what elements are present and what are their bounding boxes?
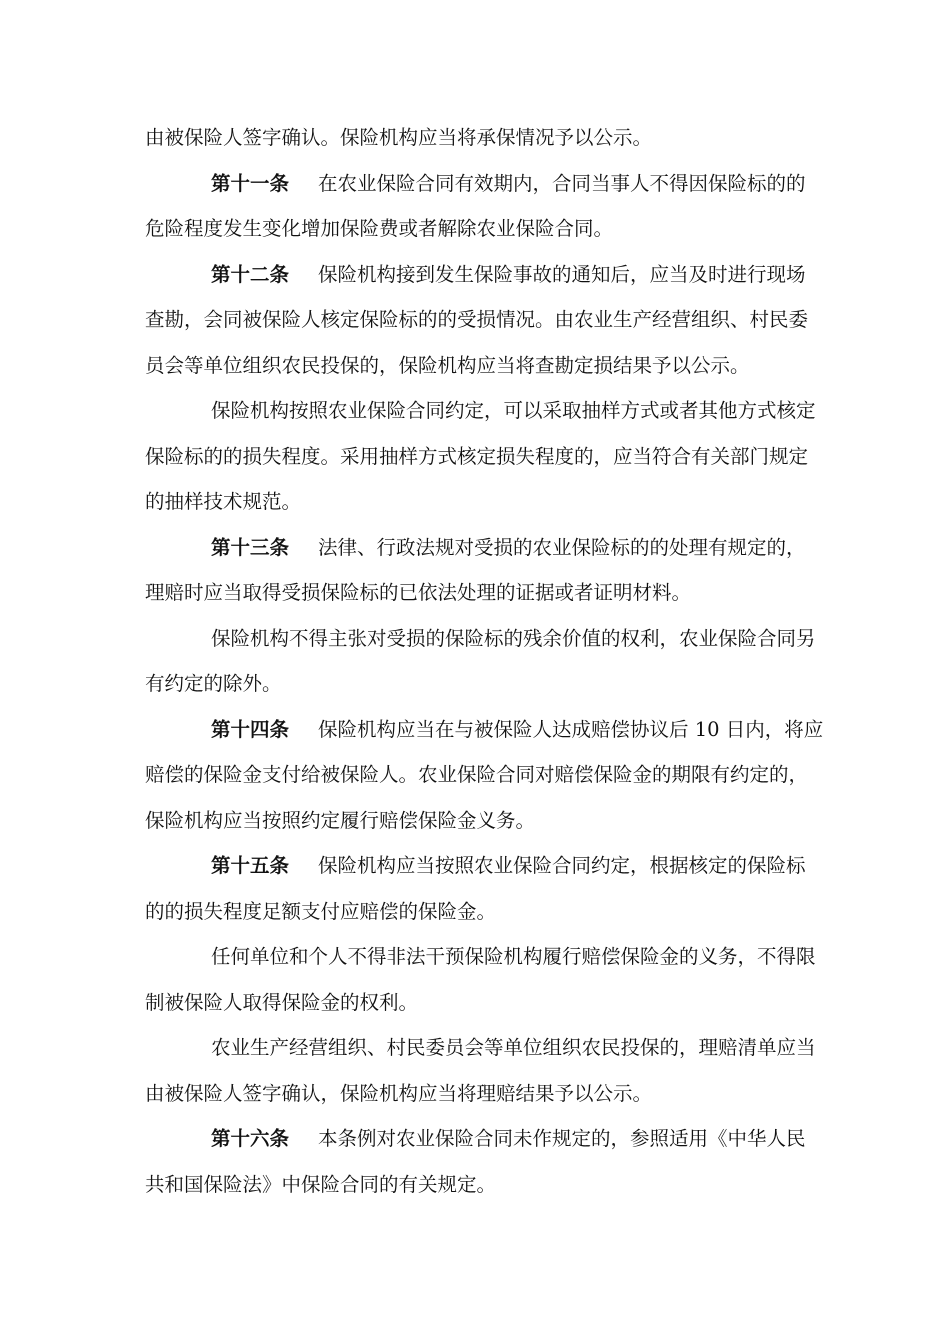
text-line: 保险标的的损失程度。采用抽样方式核定损失程度的，应当符合有关部门规定 — [145, 445, 809, 468]
text-line: 有约定的除外。 — [145, 672, 282, 695]
text-line: 查勘，会同被保险人核定保险标的的受损情况。由农业生产经营组织、村民委 — [145, 308, 809, 331]
text-line: 的抽样技术规范。 — [145, 490, 302, 513]
article-heading: 第十三条 — [211, 536, 290, 559]
text-line: 共和国保险法》中保险合同的有关规定。 — [145, 1173, 497, 1196]
text-line: 任何单位和个人不得非法干预保险机构履行赔偿保险金的义务，不得限 — [211, 945, 816, 968]
text-line: 制被保险人取得保险金的权利。 — [145, 991, 419, 1014]
text-line: 保险机构按照农业保险合同约定，可以采取抽样方式或者其他方式核定 — [211, 399, 816, 422]
text-line: 员会等单位组织农民投保的，保险机构应当将查勘定损结果予以公示。 — [145, 354, 750, 377]
article-line: 第十一条 在农业保险合同有效期内，合同当事人不得因保险标的的 — [211, 172, 806, 195]
article-line: 第十三条 法律、行政法规对受损的农业保险标的的处理有规定的， — [211, 536, 806, 559]
article-line: 第十二条 保险机构接到发生保险事故的通知后，应当及时进行现场 — [211, 263, 806, 286]
text-line: 危险程度发生变化增加保险费或者解除农业保险合同。 — [145, 217, 614, 240]
article-line: 第十四条 保险机构应当在与被保险人达成赔偿协议后 10 日内，将应 — [211, 718, 824, 741]
text-line: 农业生产经营组织、村民委员会等单位组织农民投保的，理赔清单应当 — [211, 1036, 816, 1059]
text-line: 赔偿的保险金支付给被保险人。农业保险合同对赔偿保险金的期限有约定的， — [145, 763, 809, 786]
text-line: 由被保险人签字确认，保险机构应当将理赔结果予以公示。 — [145, 1082, 653, 1105]
text-line: 保险机构应当按照约定履行赔偿保险金义务。 — [145, 809, 536, 832]
article-line: 第十六条 本条例对农业保险合同未作规定的，参照适用《中华人民 — [211, 1127, 806, 1150]
article-line: 第十五条 保险机构应当按照农业保险合同约定，根据核定的保险标 — [211, 854, 806, 877]
article-heading: 第十五条 — [211, 854, 290, 877]
text-line: 保险机构不得主张对受损的保险标的残余价值的权利，农业保险合同另 — [211, 627, 816, 650]
text-line: 由被保险人签字确认。保险机构应当将承保情况予以公示。 — [145, 126, 653, 149]
article-heading: 第十四条 — [211, 718, 290, 741]
article-heading: 第十一条 — [211, 172, 290, 195]
text-line: 理赔时应当取得受损保险标的已依法处理的证据或者证明材料。 — [145, 581, 692, 604]
article-heading: 第十六条 — [211, 1127, 290, 1150]
article-heading: 第十二条 — [211, 263, 290, 286]
text-line: 的的损失程度足额支付应赔偿的保险金。 — [145, 900, 497, 923]
